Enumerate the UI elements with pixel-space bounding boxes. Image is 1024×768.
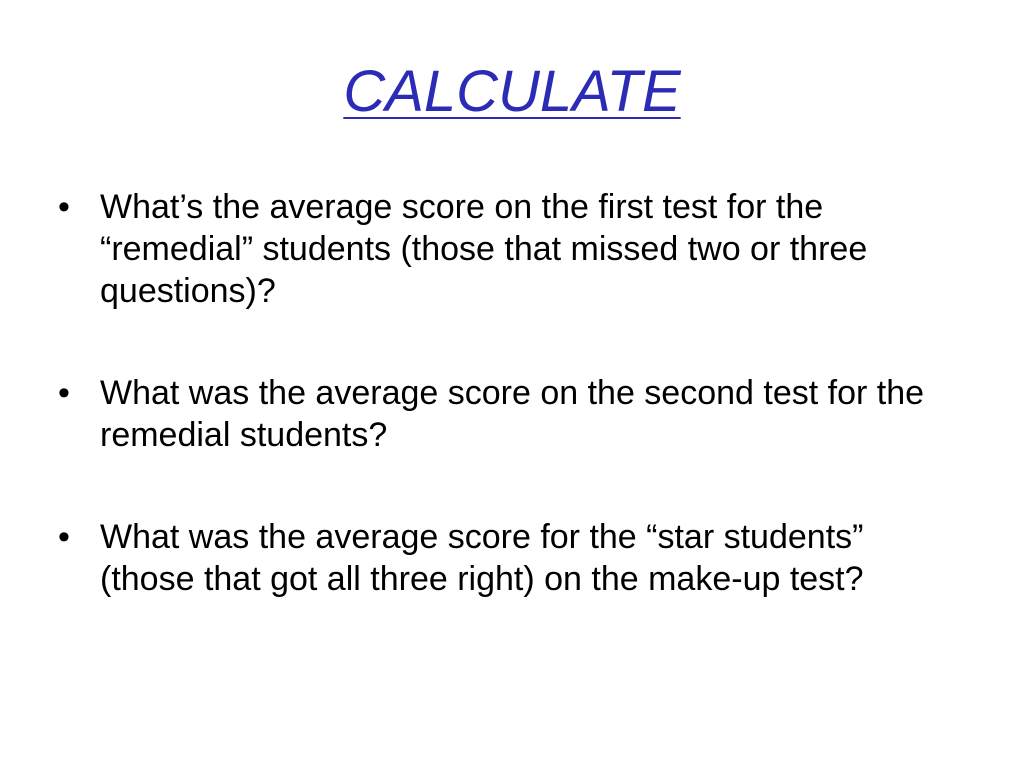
slide-title-text: CALCULATE <box>343 59 681 124</box>
bullet-item <box>58 372 958 456</box>
bullet-dot: • <box>58 374 70 412</box>
bullet-text: What was the average score on the second test for the remedial students? <box>100 374 925 454</box>
bullet-item <box>58 516 958 600</box>
bullet-dot: • <box>58 188 70 226</box>
bullet-item <box>58 186 958 312</box>
bullet-dot: • <box>58 518 70 556</box>
bullet-list <box>58 186 958 660</box>
bullet-text: What’s the average score on the first test for the “remedial” students (those that missed two or three questions)? <box>100 188 868 310</box>
bullet-text: What was the average score for the “star students” (those that got all three right) on the make-up test? <box>100 518 864 598</box>
slide-title <box>0 56 1024 128</box>
